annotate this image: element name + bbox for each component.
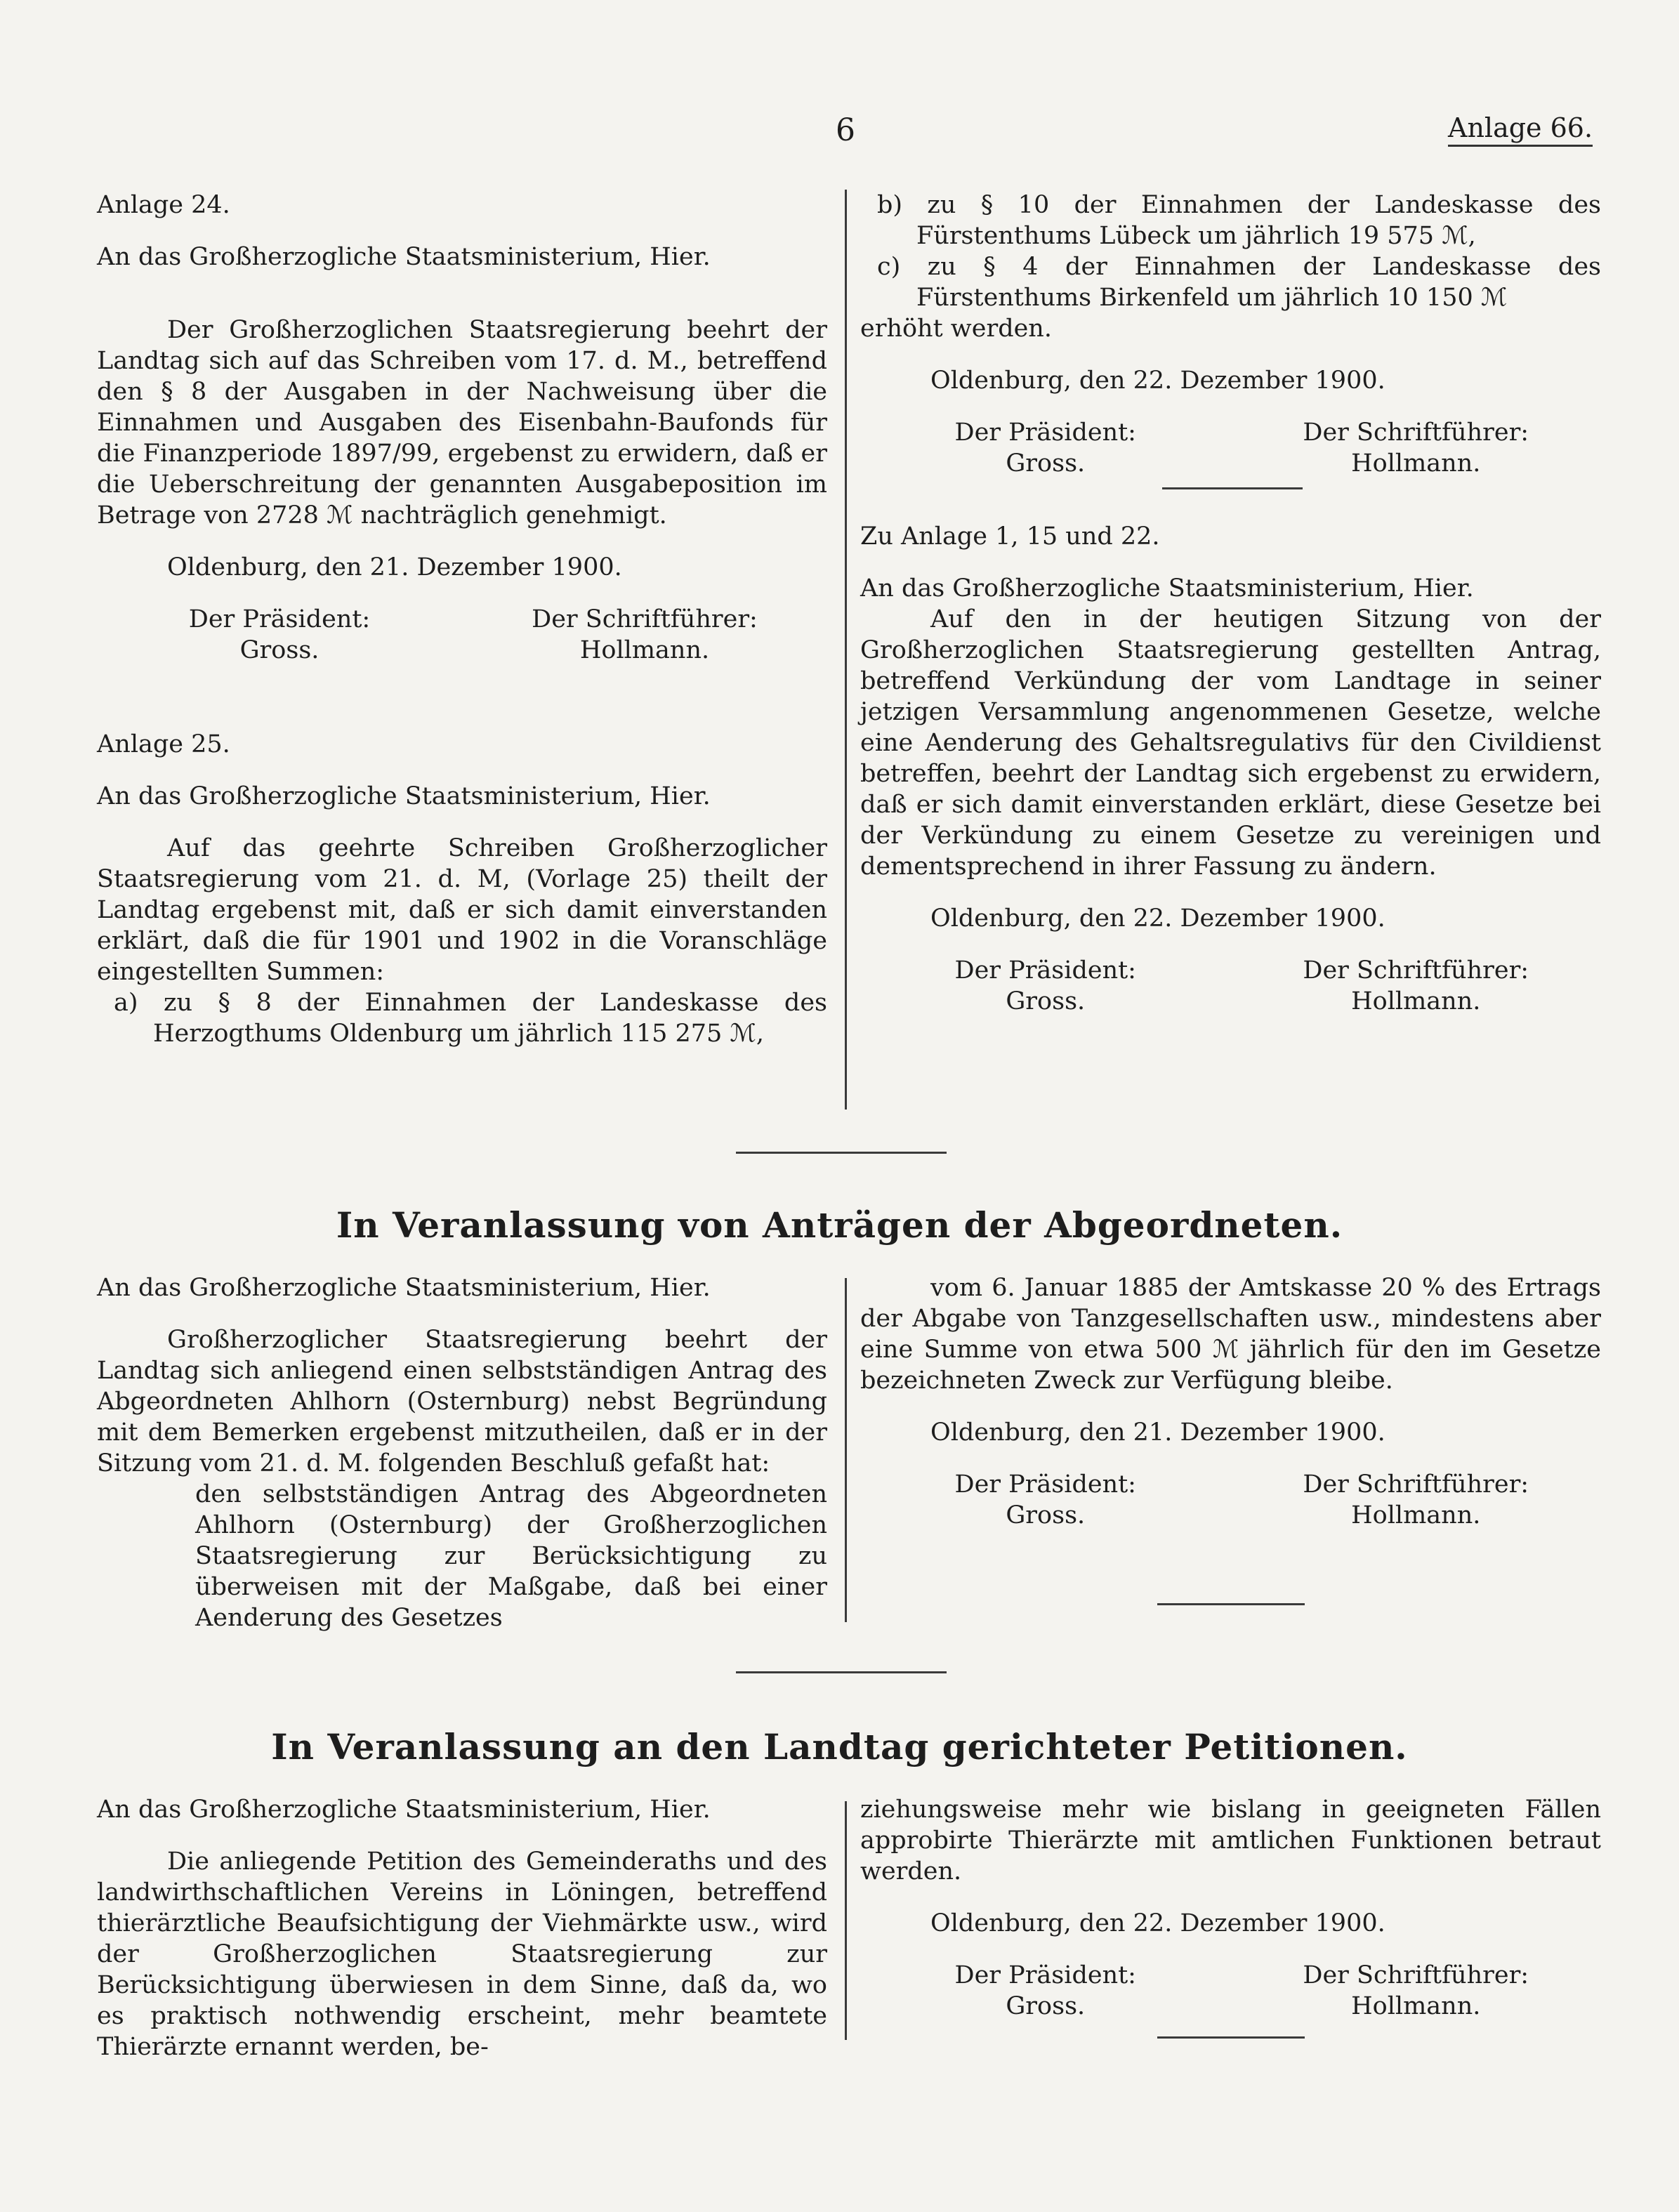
list-item-a: a) zu § 8 der Einnahmen der Landeskasse des Herzogthums Oldenburg um jährlich 115 275 ℳ, — [114, 989, 827, 1048]
president-name: Gross. — [239, 636, 320, 664]
short-rule — [1157, 2036, 1305, 2039]
signature-names — [860, 1991, 1601, 2022]
secretary-label: Der Schriftführer: — [1303, 1470, 1529, 1499]
signature-labels — [97, 604, 827, 635]
letter-body: ziehungsweise mehr wie bislang in geeigneten Fällen approbirte Thierärzte mit amtlichen Funktionen betraut werden. — [860, 1796, 1601, 1885]
secretary-name: Hollmann. — [1351, 1992, 1481, 2020]
president-label: Der Präsident: — [188, 605, 371, 633]
date-line: Oldenburg, den 22. Dezember 1900. — [930, 367, 1385, 395]
separator — [860, 479, 1601, 500]
anlage-25-title: Anlage 25. — [97, 730, 230, 758]
signature-names — [860, 1500, 1601, 1531]
letter-body: vom 6. Januar 1885 der Amtskasse 20 % des Ertrags der Abgabe von Tanzgesellschaften usw., mindestens aber eine Summe von etwa 500 ℳ jährlich für den im Gesetze bezeichneten Zweck zur Verfügung bleibe. — [860, 1274, 1601, 1395]
secretary-name: Hollmann. — [1351, 1501, 1481, 1529]
president-label: Der Präsident: — [954, 956, 1136, 985]
address-line: An das Großherzogliche Staatsministerium, Hier. — [860, 574, 1474, 603]
date-line: Oldenburg, den 22. Dezember 1900. — [930, 1909, 1385, 1937]
secretary-name: Hollmann. — [1351, 449, 1481, 478]
top-left-column — [97, 190, 827, 1049]
letter-body: Der Großherzoglichen Staatsregierung beehrt der Landtag sich auf das Schreiben vom 17. d. M., betreffend den § 8 der Ausgaben in der Nachweisung über die Einnahmen und Ausgaben des Eisenbahn-Baufonds für die Finanzperiode 1897/99, ergebenst zu erwidern, daß er die Ueberschreitung der genannten Ausgabeposition im Betrage von 2728 ℳ nachträglich genehmigt. — [97, 316, 827, 529]
signature-names — [860, 448, 1601, 479]
list-item-c: c) zu § 4 der Einnahmen der Landeskasse des Fürstenthums Birkenfeld um jährlich 10 150 ℳ — [877, 253, 1601, 312]
secretary-name: Hollmann. — [1351, 987, 1481, 1015]
short-rule — [1162, 487, 1303, 489]
section-rule — [736, 1152, 947, 1154]
signature-labels — [860, 955, 1601, 986]
resolution-quote: den selbstständigen Antrag des Abgeordneten Ahlhorn (Osternburg) der Großherzoglichen Staatsregierung zur Berücksichtigung zu überweisen mit der Maßgabe, daß bei einer Aenderung des Gesetzes — [195, 1480, 827, 1632]
president-label: Der Präsident: — [954, 1470, 1136, 1499]
column-divider — [845, 190, 847, 1110]
secretary-label: Der Schriftführer: — [1303, 419, 1529, 447]
section1-left-column — [97, 1272, 827, 1633]
secretary-label: Der Schriftführer: — [1303, 956, 1529, 985]
date-line: Oldenburg, den 21. Dezember 1900. — [167, 553, 622, 581]
letter-body: Auf das geehrte Schreiben Großherzoglicher Staatsregierung vom 21. d. M, (Vorlage 25) theilt der Landtag ergebenst mit, daß er sich damit einverstanden erklärt, daß die für 1901 und 1902 in die Voranschläge eingestellten Summen: — [97, 834, 827, 986]
president-label: Der Präsident: — [954, 419, 1136, 447]
signature-labels — [860, 1469, 1601, 1500]
top-right-column — [860, 190, 1601, 1017]
section2-right-column — [860, 1794, 1601, 2022]
signature-labels — [860, 417, 1601, 448]
address-line: An das Großherzogliche Staatsministerium, Hier. — [97, 782, 711, 810]
letter-body: Die anliegende Petition des Gemeinderaths und des landwirthschaftlichen Vereins in Löningen, betreffend thierärztliche Beaufsichtigung der Viehmärkte usw., wird der Großherzoglichen Staatsregierung zur Berücksichtigung überwiesen in dem Sinne, daß da, wo es praktisch nothwendig erscheint, mehr beamtete Thierärzte ernannt werden, be- — [97, 1848, 827, 2061]
column-divider — [845, 1278, 847, 1622]
column-divider — [845, 1801, 847, 2040]
president-name: Gross. — [1006, 987, 1086, 1015]
address-line: An das Großherzogliche Staatsministerium, Hier. — [97, 1796, 711, 1824]
section-rule — [736, 1671, 947, 1673]
president-name: Gross. — [1006, 1501, 1086, 1529]
section-title: In Veranlassung an den Landtag gerichteter Petitionen. — [271, 1726, 1408, 1767]
date-line: Oldenburg, den 22. Dezember 1900. — [930, 904, 1385, 933]
signature-labels — [860, 1960, 1601, 1991]
anlage-header: Anlage 66. — [1448, 112, 1593, 147]
short-rule — [1157, 1603, 1305, 1605]
section-title: In Veranlassung von Anträgen der Abgeordneten. — [336, 1204, 1343, 1246]
anlage-24-title: Anlage 24. — [97, 191, 230, 219]
date-line: Oldenburg, den 21. Dezember 1900. — [930, 1418, 1385, 1447]
signature-names — [97, 635, 827, 666]
president-name: Gross. — [1006, 449, 1086, 478]
address-line: An das Großherzogliche Staatsministerium, Hier. — [97, 1274, 711, 1302]
letter-body: Auf den in der heutigen Sitzung von der Großherzoglichen Staatsregierung gestellten Antrag, betreffend Verkündung der vom Landtage in seiner jetzigen Versammlung angenommenen Gesetze, welche eine Aenderung des Gehaltsregulativs für den Civildienst betreffen, beehrt der Landtag sich ergebenst zu erwidern, daß er sich damit einverstanden erklärt, diese Gesetze bei der Verkündung zu einem Gesetze zu vereinigen und dementsprechend in ihrer Fassung zu ändern. — [860, 605, 1601, 881]
section1-right-column — [860, 1272, 1601, 1531]
zu-anlage-title: Zu Anlage 1, 15 und 22. — [860, 522, 1160, 551]
section2-left-column — [97, 1794, 827, 2062]
page-number: 6 — [836, 112, 855, 148]
secretary-name: Hollmann. — [579, 636, 710, 664]
president-label: Der Präsident: — [954, 1961, 1136, 1989]
signature-names — [860, 986, 1601, 1017]
secretary-label: Der Schriftführer: — [1303, 1961, 1529, 1989]
address-line: An das Großherzogliche Staatsministerium, Hier. — [97, 243, 711, 271]
letter-body: Großherzoglicher Staatsregierung beehrt der Landtag sich anliegend einen selbstständigen Antrag des Abgeordneten Ahlhorn (Osternburg) nebst Begründung mit dem Bemerken ergebenst mitzutheilen, daß er in der Sitzung vom 21. d. M. folgenden Beschluß gefaßt hat: — [97, 1326, 827, 1477]
list-item-b: b) zu § 10 der Einnahmen der Landeskasse des Fürstenthums Lübeck um jährlich 19 575 ℳ, — [877, 191, 1601, 250]
president-name: Gross. — [1006, 1992, 1086, 2020]
erhoeht-line: erhöht werden. — [860, 315, 1052, 343]
secretary-label: Der Schriftführer: — [532, 605, 758, 633]
